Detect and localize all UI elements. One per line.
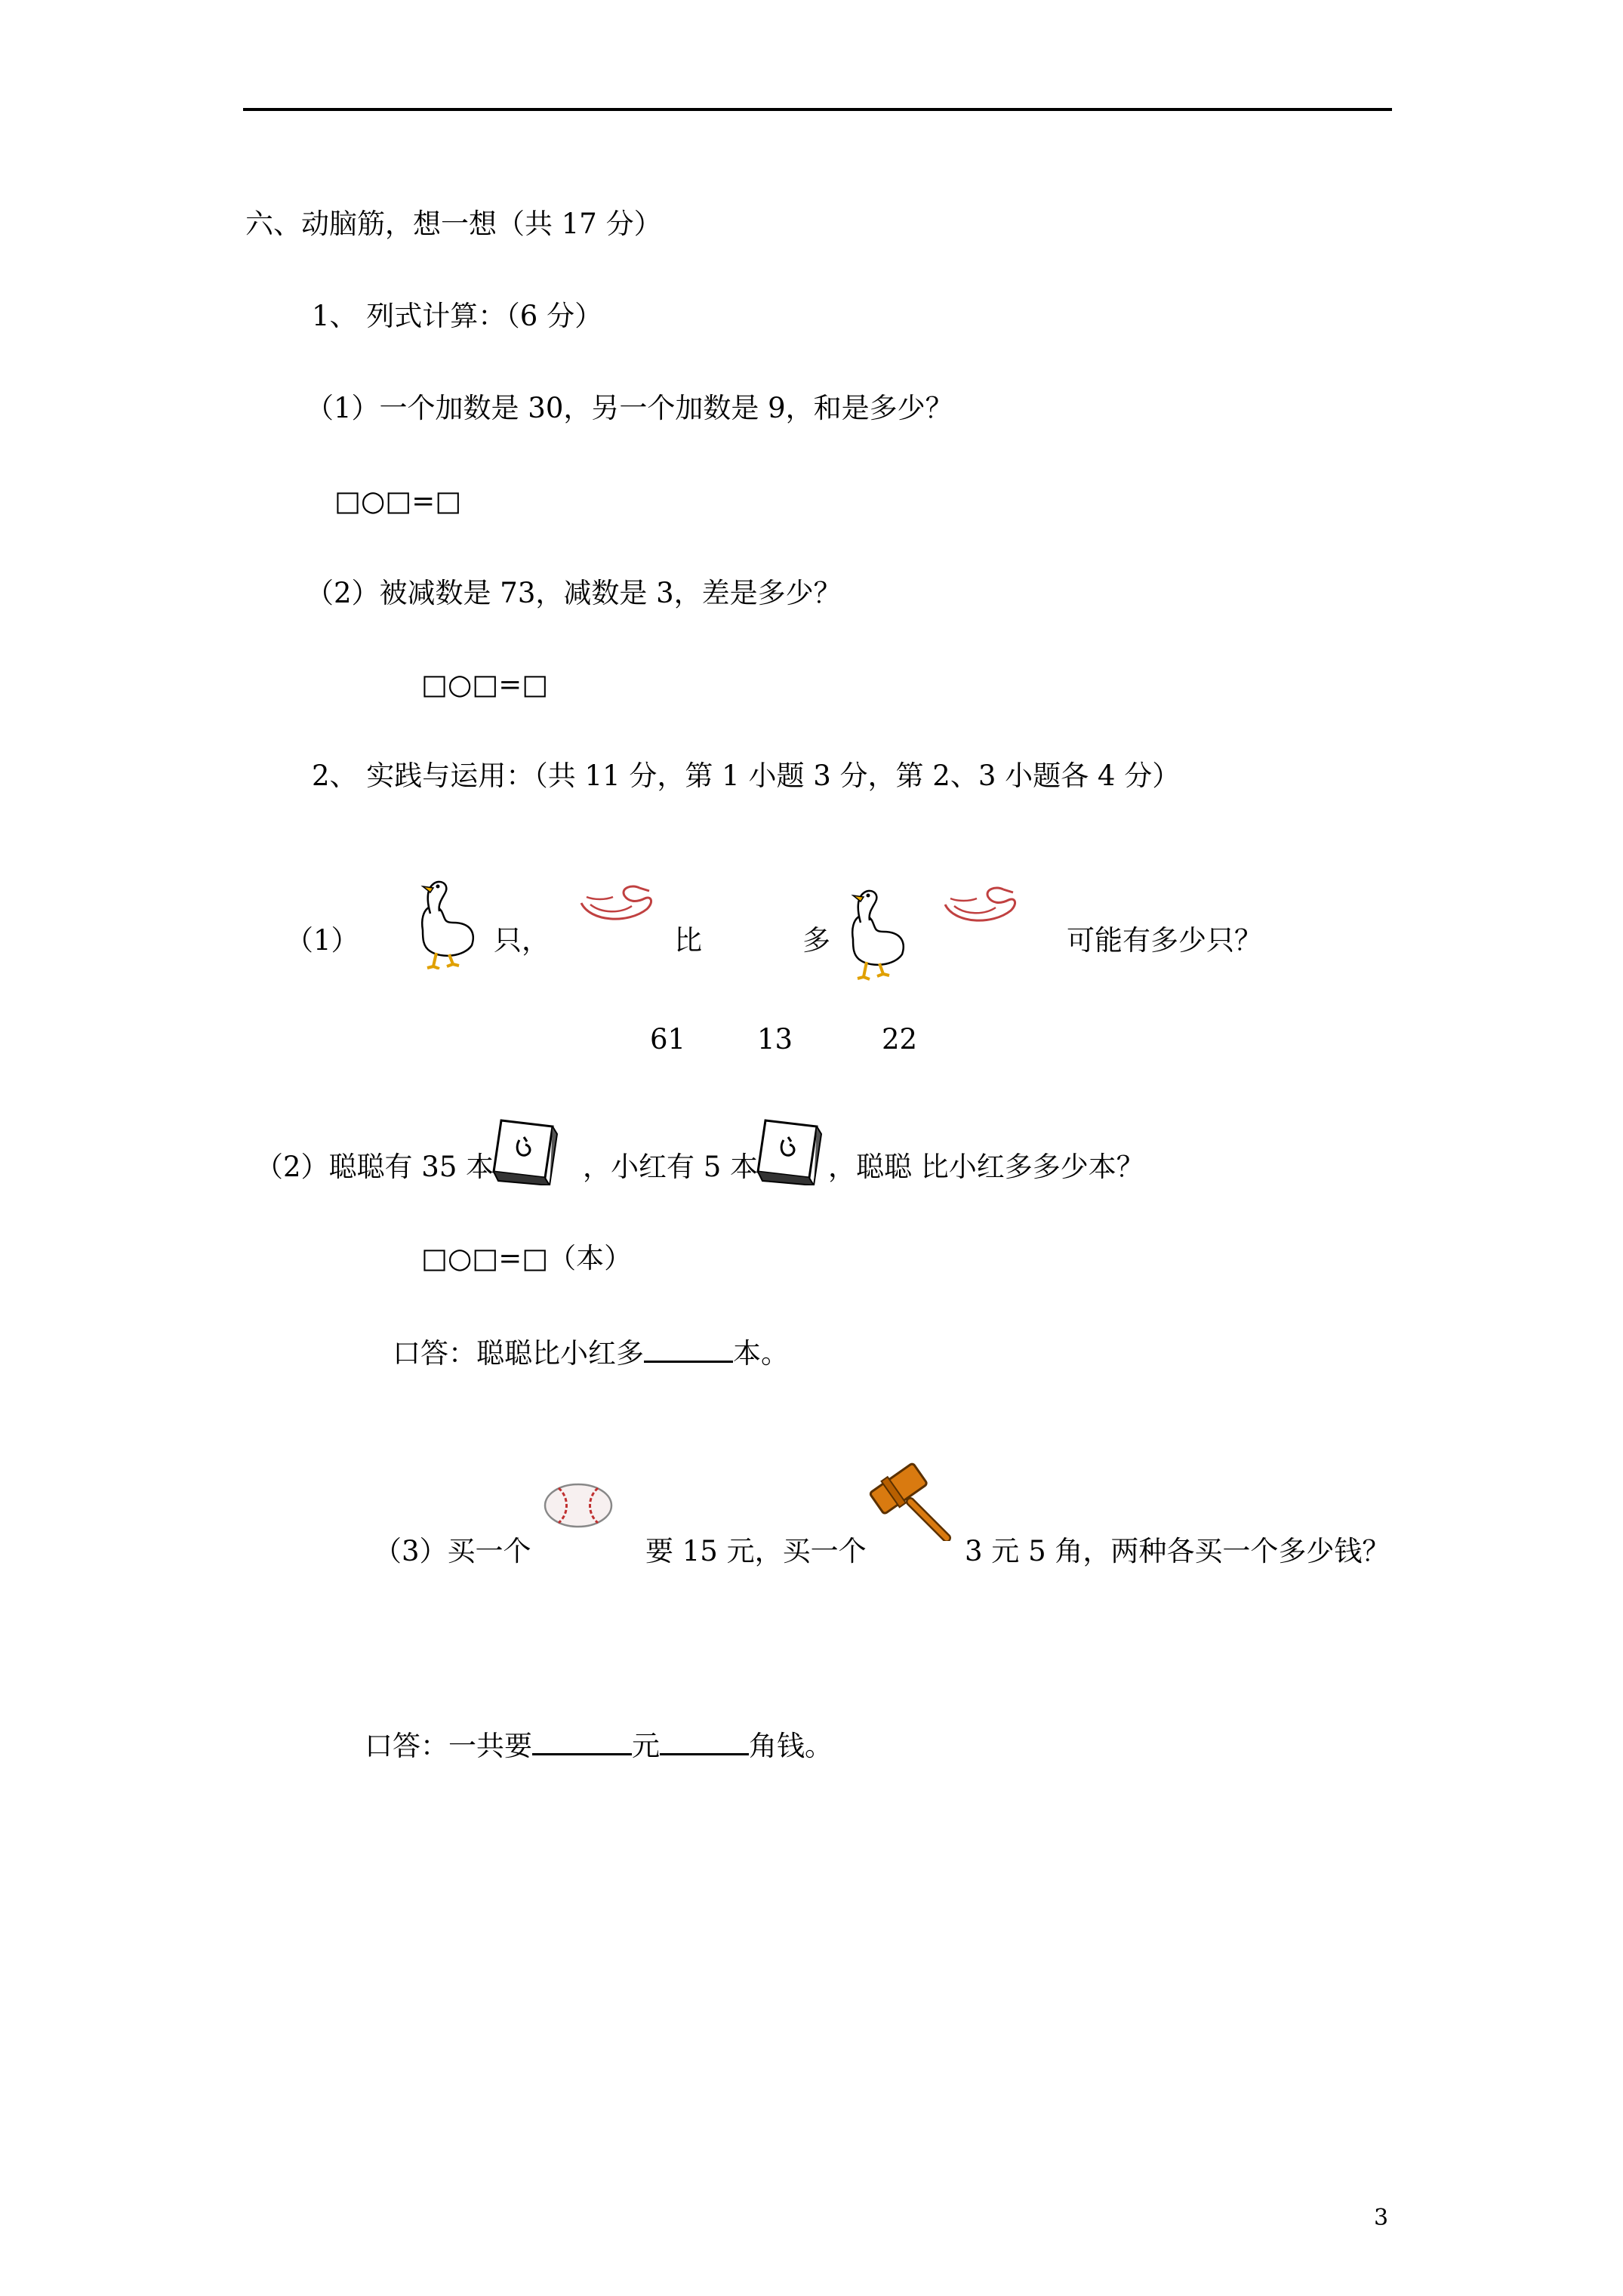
question-1-part-2: （2）被减数是 73，减数是 3，差是多少？ [306, 577, 842, 609]
answer-suffix: 角钱。 [749, 1730, 833, 1762]
header-rule [243, 108, 1392, 111]
duck-icon [400, 877, 483, 969]
section-title: 六、动脑筋，想一想（共 17 分） [245, 208, 662, 240]
question-2-part-2-text-a: （2）聪聪有 35 本 [255, 1151, 494, 1183]
question-2-part-1-label: （1） [285, 924, 359, 957]
question-2-part-1-text-d: 可能有多少只？ [1067, 924, 1262, 957]
question-2-part-3-text-b: 要 15 元，买一个 [645, 1535, 867, 1567]
jiao-blank[interactable] [660, 1726, 749, 1755]
question-1-title: 1、 列式计算：（6 分） [312, 300, 603, 332]
answer-suffix: 本。 [733, 1337, 789, 1370]
duck-icon [830, 882, 913, 982]
answer-prefix: 口答：聪聪比小红多 [393, 1337, 644, 1370]
question-2-part-3-text-a: （3）买一个 [374, 1535, 531, 1567]
answer-mid: 元 [632, 1730, 660, 1762]
option-13: 13 [757, 1023, 793, 1056]
question-1-part-2-formula: □○□=□ [421, 668, 549, 701]
question-2-part-2-answer [393, 1333, 789, 1370]
question-2-part-3-text-c: 3 元 5 角，两种各买一个多少钱？ [965, 1535, 1390, 1567]
question-2-part-1-text-a: 只， [494, 924, 550, 957]
yuan-blank[interactable] [532, 1726, 632, 1755]
hammer-icon [868, 1459, 956, 1541]
book-icon [491, 1114, 560, 1185]
question-2-title: 2、 实践与运用：（共 11 分，第 1 小题 3 分，第 2、3 小题各 4 分） [312, 760, 1181, 792]
baseball-icon [542, 1482, 614, 1529]
question-2-part-1-text-c: 多 [802, 924, 830, 957]
answer-blank[interactable] [644, 1333, 733, 1363]
book-icon [755, 1114, 824, 1185]
question-2-part-3-answer [365, 1726, 833, 1763]
swan-icon [939, 882, 1022, 927]
question-2-part-2-text-b: ，小红有 5 本 [583, 1151, 759, 1183]
page-number: 3 [1374, 2205, 1389, 2231]
question-2-part-1-text-b: 比 [674, 924, 702, 957]
answer-prefix: 口答：一共要 [365, 1730, 532, 1762]
option-22: 22 [882, 1023, 918, 1056]
question-1-part-1: （1）一个加数是 30，另一个加数是 9，和是多少？ [306, 392, 953, 424]
question-2-part-2-text-c: ，聪聪 比小红多多少本？ [828, 1151, 1144, 1183]
option-61: 61 [650, 1023, 686, 1056]
swan-icon [575, 880, 658, 926]
question-2-part-2-formula: □○□=□（本） [421, 1242, 633, 1274]
question-1-part-1-formula: □○□=□ [334, 485, 462, 517]
